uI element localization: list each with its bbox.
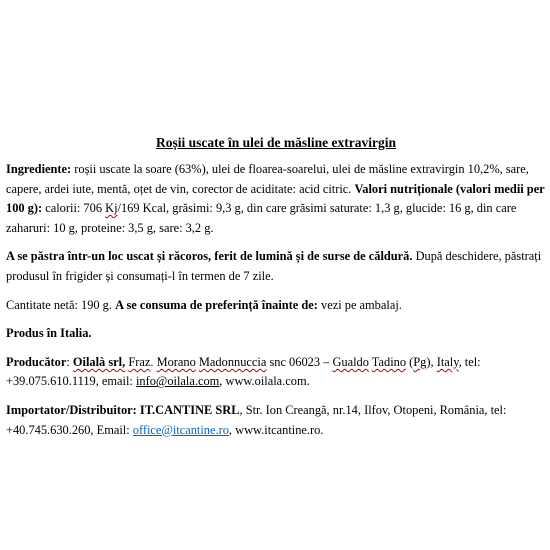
product-title: Roșii uscate în ulei de măsline extravirgin (156, 135, 396, 150)
producer-paragraph (6, 353, 546, 392)
ingredients-paragraph (6, 160, 546, 238)
producer-gualdo: Gualdo (332, 354, 369, 369)
producer-dot: . (150, 354, 157, 369)
origin-text: Produs în Italia. (6, 326, 92, 341)
net-text: Cantitate netă: 190 g. (6, 297, 116, 312)
producer-paren: ( (406, 354, 414, 369)
importer-email-link[interactable]: office@itcantine.ro (132, 422, 229, 437)
importer-paragraph (6, 401, 546, 440)
producer-madonnuccia: Madonnuccia (198, 354, 267, 369)
storage-bold: A se păstra într-un loc uscat și răcoros, ferit de lumină și de surse de căldură. (6, 249, 413, 264)
producer-web: , www.oilala.com. (219, 374, 310, 389)
storage-text: După deschidere, păstrați produsul în frigider și consumați-l în termen de 7 zile. (6, 249, 542, 283)
nutrition-text-part2: /169 Kcal, grăsimi: 9,3 g, din care grăsimi saturate: 1,3 g, glucide: 16 g, din care zaharuri: 10 g, proteine: 3,5 g, sare: 3,2 g. (6, 201, 517, 235)
best-before-label: A se consuma de preferință înainte de: (115, 297, 318, 312)
producer-tel: , tel: +39.075.610.1119, email: (6, 354, 481, 389)
nutrition-label: Valori nutriționale (valori medii per 100 g): (6, 181, 545, 216)
producer-snc: snc 06023 – (266, 354, 333, 369)
storage-paragraph (6, 247, 546, 286)
producer-pg: Pg (413, 354, 427, 369)
best-before-text: vezi pe ambalaj. (317, 297, 402, 312)
producer-tadino: Tadino (371, 354, 407, 369)
producer-label: Producător (6, 354, 67, 369)
producer-italy: Italy (436, 354, 459, 369)
label-document (6, 134, 546, 449)
kj-spellcheck: Kj (105, 201, 118, 216)
importer-label: Importator/Distribuitor: (6, 402, 137, 417)
net-quantity-paragraph (6, 296, 546, 316)
producer-paren: ), (426, 354, 437, 369)
producer-email-link[interactable]: info@oilala.com (135, 374, 220, 389)
origin-paragraph (6, 324, 546, 344)
producer-colon: : (66, 354, 73, 369)
importer-web: , www.itcantine.ro. (228, 422, 324, 437)
producer-morano: Morano (156, 354, 196, 369)
ingredients-text: roșii uscate la soare (63%), ulei de floarea-soarelui, ulei de măsline extravirgin 10,2%, sare, capere, ardei iute, mentă, oțet de vin, corector de aciditate: acid citric. (6, 162, 529, 196)
producer-name: Oilalà srl, (72, 354, 126, 369)
nutrition-text-part1: calorii: 706 (42, 201, 106, 216)
ingredients-label: Ingrediente: (6, 162, 72, 176)
producer-fraz: Fraz (128, 354, 151, 369)
importer-name: IT.CANTINE SRL (136, 402, 240, 417)
importer-address: , Str. Ion Creangă, nr.14, Ilfov, Otopeni, România, tel: +40.745.630.260, Email: (6, 402, 507, 437)
